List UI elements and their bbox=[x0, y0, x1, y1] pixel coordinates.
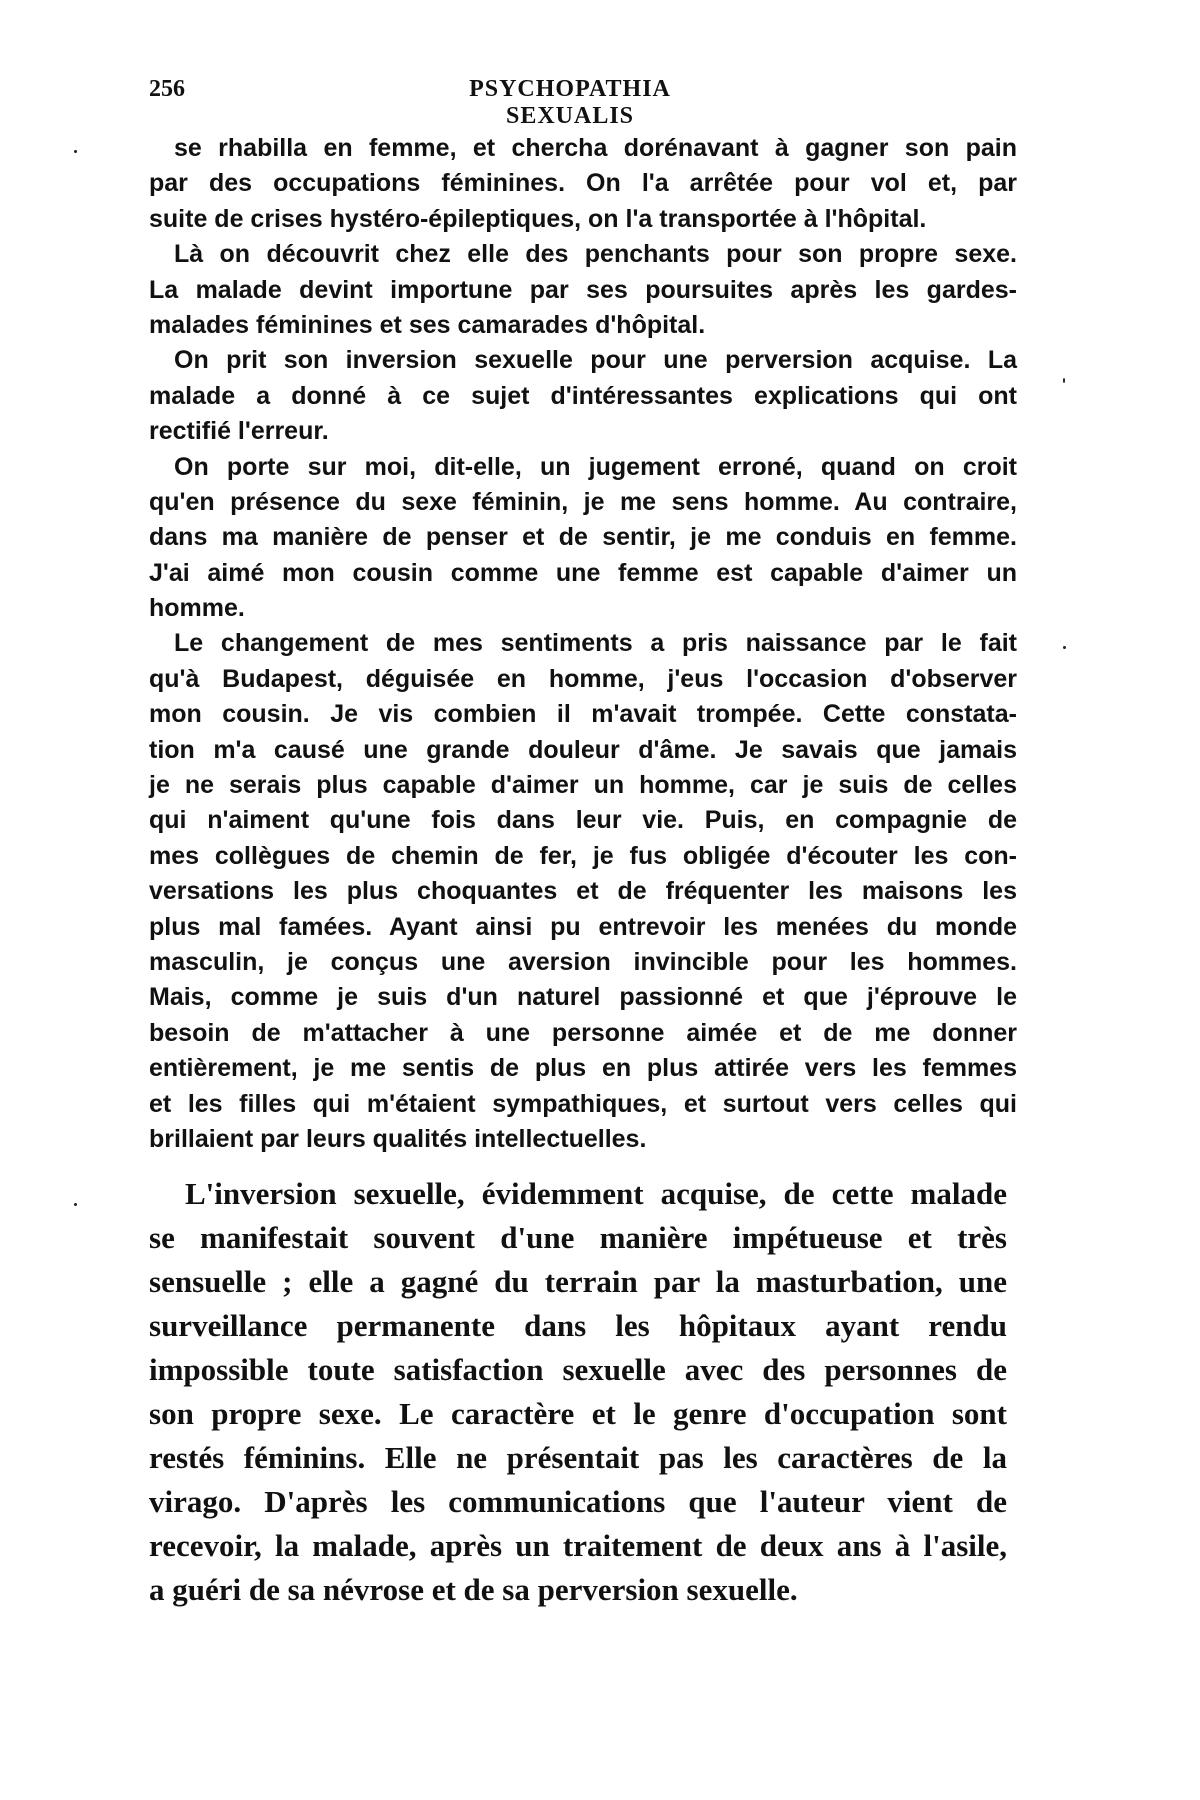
text-line: La malade devint importune par ses poursuites après les gardes- bbox=[149, 275, 1017, 304]
text-line: mes collègues de chemin de fer, je fus obligée d'écouter les con- bbox=[149, 841, 1017, 870]
text-line: se rhabilla en femme, et chercha dorénavant à gagner son pain bbox=[174, 134, 1017, 162]
paragraph bbox=[149, 237, 1017, 343]
paragraph bbox=[149, 131, 1017, 237]
text-line: restés féminins. Elle ne présentait pas les caractères de la bbox=[149, 1440, 1007, 1475]
text-line: entièrement, je me sentis de plus en plus attirée vers les femmes bbox=[149, 1054, 1017, 1083]
text-line: par des occupations féminines. On l'a arrêtée pour vol et, par bbox=[149, 169, 1017, 198]
text-line: Là on découvrit chez elle des penchants pour son propre sexe. bbox=[174, 240, 1017, 269]
paragraph bbox=[149, 1172, 1007, 1612]
paragraph bbox=[149, 343, 1017, 449]
text-line: On porte sur moi, dit-elle, un jugement erroné, quand on croit bbox=[174, 452, 1017, 481]
text-line: On prit son inversion sexuelle pour une perversion acquise. La bbox=[174, 346, 1017, 375]
text-line: qui n'aiment qu'une fois dans leur vie. Puis, en compagnie de bbox=[149, 806, 1017, 835]
text-line: virago. D'après les communications que l'auteur vient de bbox=[149, 1484, 1007, 1519]
text-line: qu'en présence du sexe féminin, je me sens homme. Au contraire, bbox=[149, 487, 1017, 516]
text-line: L'inversion sexuelle, évidemment acquise, de cette malade bbox=[185, 1176, 1007, 1211]
scan-speck bbox=[74, 1203, 77, 1206]
text-line: suite de crises hystéro-épileptiques, on l'a transportée à l'hôpital. bbox=[149, 204, 927, 233]
page-number: 256 bbox=[149, 76, 185, 102]
author-commentary bbox=[149, 1172, 1007, 1612]
case-narrative bbox=[149, 131, 1017, 1157]
text-line: malades féminines et ses camarades d'hôpital. bbox=[149, 310, 706, 339]
text-line: son propre sexe. Le caractère et le genre d'occupation sont bbox=[149, 1396, 1007, 1431]
text-line: dans ma manière de penser et de sentir, je me conduis en femme. bbox=[149, 523, 1017, 552]
text-line: surveillance permanente dans les hôpitaux ayant rendu bbox=[149, 1308, 1007, 1343]
text-line: je ne serais plus capable d'aimer un homme, car je suis de celles bbox=[149, 771, 1017, 800]
text-line: homme. bbox=[149, 594, 245, 623]
text-line: malade a donné à ce sujet d'intéressantes explications qui ont bbox=[149, 381, 1017, 410]
paragraph bbox=[149, 626, 1017, 1157]
text-line: besoin de m'attacher à une personne aimée et de me donner bbox=[149, 1018, 1017, 1047]
scan-speck bbox=[1063, 378, 1065, 383]
text-line: rectifié l'erreur. bbox=[149, 417, 329, 446]
text-line: brillaient par leurs qualités intellectuelles. bbox=[149, 1124, 647, 1153]
scan-speck bbox=[1063, 646, 1066, 649]
text-line: et les filles qui m'étaient sympathiques, et surtout vers celles qui bbox=[149, 1089, 1017, 1118]
text-line: plus mal famées. Ayant ainsi pu entrevoir les menées du monde bbox=[149, 912, 1017, 941]
text-line: mon cousin. Je vis combien il m'avait trompée. Cette constata- bbox=[149, 700, 1017, 729]
scan-speck bbox=[74, 150, 77, 153]
text-line: J'ai aimé mon cousin comme une femme est capable d'aimer un bbox=[149, 558, 1017, 587]
text-line: masculin, je conçus une aversion invincible pour les hommes. bbox=[149, 947, 1017, 976]
text-line: Le changement de mes sentiments a pris naissance par le fait bbox=[174, 629, 1017, 658]
text-line: qu'à Budapest, déguisée en homme, j'eus l'occasion d'observer bbox=[149, 664, 1017, 693]
text-line: tion m'a causé une grande douleur d'âme. Je savais que jamais bbox=[149, 735, 1017, 764]
text-line: recevoir, la malade, après un traitement de deux ans à l'asile, bbox=[149, 1528, 1007, 1563]
text-line: sensuelle ; elle a gagné du terrain par la masturbation, une bbox=[149, 1264, 1007, 1299]
paragraph bbox=[149, 450, 1017, 627]
text-line: se manifestait souvent d'une manière impétueuse et très bbox=[149, 1220, 1007, 1255]
text-line: Mais, comme je suis d'un naturel passionné et que j'éprouve le bbox=[149, 983, 1017, 1012]
text-line: a guéri de sa névrose et de sa perversion sexuelle. bbox=[149, 1572, 798, 1607]
text-line: impossible toute satisfaction sexuelle avec des personnes de bbox=[149, 1352, 1007, 1387]
running-title: PSYCHOPATHIA SEXUALIS bbox=[469, 76, 671, 129]
text-line: versations les plus choquantes et de fréquenter les maisons les bbox=[149, 877, 1017, 906]
